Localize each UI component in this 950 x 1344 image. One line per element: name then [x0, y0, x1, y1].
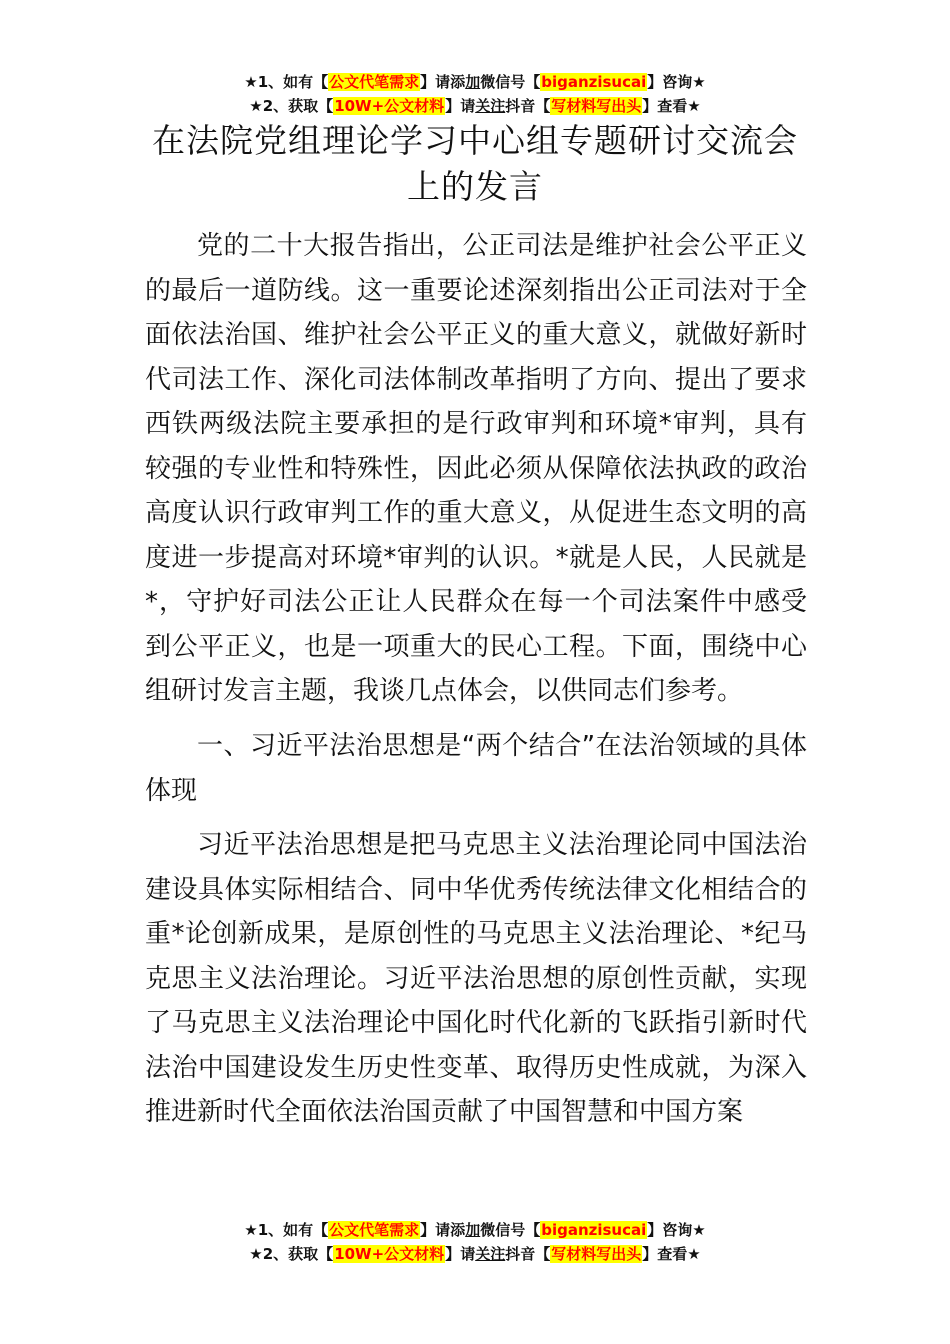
footer-promo-banner	[0, 1218, 950, 1266]
header-promo-banner	[0, 70, 950, 118]
promo-highlight: 10W+公文材料	[334, 97, 445, 115]
promo-highlight: 公文代笔需求	[329, 1221, 420, 1239]
paragraph-text: 习近平法治思想是把马克思主义法治理论同中国法治建设具体实际相结合、同中华优秀传统法律文化相结合的重*论创新成果，是原创性的马克思主义法治理论、*纪马克思主义法治理论。习近平法治思想的原创性贡献，实现了马克思主义法治理论中国化时代化新的飞跃指引新时代法治中国建设发生历史性变革、取得历史性成就，为深入推进新时代全面依法治国贡献了中国智慧和中国方案	[145, 830, 807, 1127]
promo-line-1: ★1、如有【公文代笔需求】请添加微信号【biganzisucai】咨询★	[244, 73, 706, 91]
paragraph-text: 党的二十大报告指出，公正司法是维护社会公平正义的最后一道防线。这一重要论述深刻指出公正司法对于全面依法治国、维护社会公平正义的重大意义，就做好新时代司法工作、深化司法体制改革指明了方向、提出了要求西铁两级法院主要承担的是行政审判和环境*审判，具有较强的专业性和特殊性，因此必须从保障依法执政的政治高度认识行政审判工作的重大意义，从促进生态文明的高度进一步提高对环境*审判的认识。*就是人民，人民就是*，守护好司法公正让人民群众在每一个司法案件中感受到公平正义，也是一项重大的民心工程。下面，围绕中心组研讨发言主题，我谈几点体会，以供同志们参考。	[145, 231, 807, 706]
promo-line-2: ★2、获取【10W+公文材料】请关注抖音【写材料写出头】查看★	[249, 1245, 701, 1263]
promo-highlight: 写材料写出头	[551, 97, 642, 115]
promo-highlight: 公文代笔需求	[329, 73, 420, 91]
promo-highlight: 10W+公文材料	[334, 1245, 445, 1263]
promo-line-1: ★1、如有【公文代笔需求】请添加微信号【biganzisucai】咨询★	[244, 1221, 706, 1239]
body-paragraph	[145, 823, 807, 1135]
body-paragraph	[145, 224, 807, 714]
promo-highlight: biganzisucai	[541, 1221, 647, 1239]
promo-line-2: ★2、获取【10W+公文材料】请关注抖音【写材料写出头】查看★	[249, 97, 701, 115]
document-title: 在法院党组理论学习中心组专题研讨交流会上的发言	[152, 121, 798, 206]
section-heading	[145, 724, 807, 813]
promo-highlight: 写材料写出头	[551, 1245, 642, 1263]
section-heading-text: 一、习近平法治思想是“两个结合”在法治领域的具体体现	[145, 731, 807, 806]
promo-highlight: biganzisucai	[541, 73, 647, 91]
